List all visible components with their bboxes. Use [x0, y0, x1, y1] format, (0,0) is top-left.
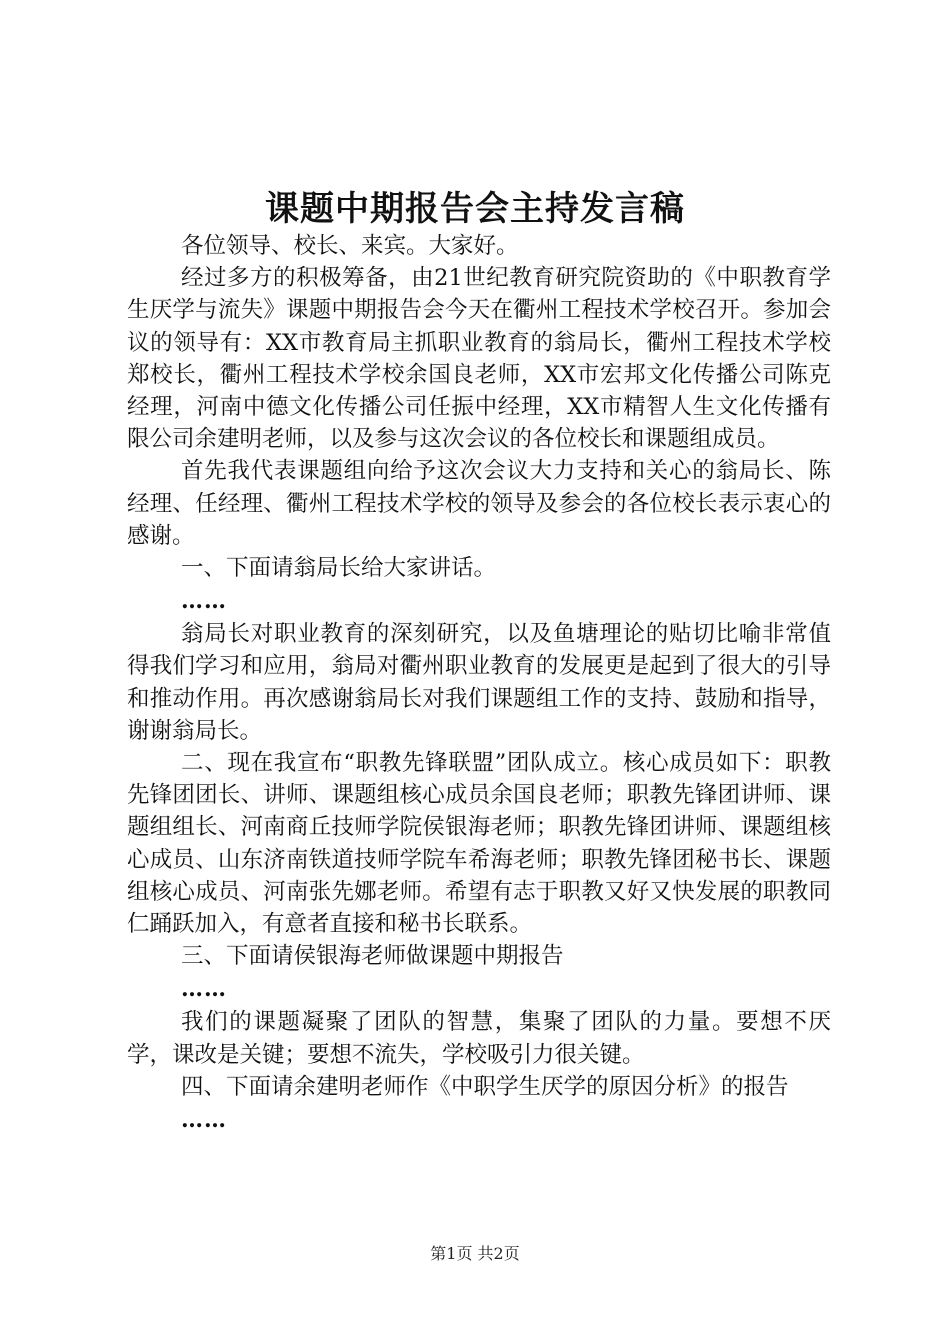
- section-three-heading: 三、下面请侯银海老师做课题中期报告: [181, 943, 564, 970]
- document-title: 课题中期报告会主持发言稿: [265, 189, 685, 229]
- ellipsis-one: ……: [181, 588, 227, 615]
- page-footer: 第1页 共2页: [430, 1244, 520, 1263]
- document-body: [127, 230, 831, 1137]
- thanks-paragraph: 首先我代表课题组向给予这次会议大力支持和关心的翁局长、陈经理、任经理、衢州工程技术学校的领导及参会的各位校长表示衷心的感谢。: [127, 458, 831, 549]
- ellipsis-three: ……: [181, 1107, 227, 1134]
- speech-response-paragraph: 翁局长对职业教育的深刻研究，以及鱼塘理论的贴切比喻非常值得我们学习和应用，翁局对衢州职业教育的发展更是起到了很大的引导和推动作用。再次感谢翁局长对我们课题组工作的支持、鼓励和指导，谢谢翁局长。: [127, 621, 831, 744]
- summary-paragraph: 我们的课题凝聚了团队的智慧，集聚了团队的力量。要想不厌学，课改是关键；要想不流失，学校吸引力很关键。: [127, 1009, 831, 1068]
- intro-paragraph: 经过多方的积极筹备，由21世纪教育研究院资助的《中职教育学生厌学与流失》课题中期报告会今天在衢州工程技术学校召开。参加会议的领导有：XX市教育局主抓职业教育的翁局长，衢州工程技术学校郑校长，衢州工程技术学校余国良老师，XX市宏邦文化传播公司陈克经理，河南中德文化传播公司任振中经理，XX市精智人生文化传播有限公司余建明老师，以及参与这次会议的各位校长和课题组成员。: [127, 265, 831, 453]
- greeting-paragraph: 各位领导、校长、来宾。大家好。: [181, 233, 519, 259]
- section-two-paragraph: 二、现在我宣布“职教先锋联盟”团队成立。核心成员如下：职教先锋团团长、讲师、课题组核心成员余国良老师；职教先锋团讲师、课题组组长、河南商丘技师学院侯银海老师；职教先锋团讲师、课题组核心成员、山东济南铁道技师学院车希海老师；职教先锋团秘书长、课题组核心成员、河南张先娜老师。希望有志于职教又好又快发展的职教同仁踊跃加入，有意者直接和秘书长联系。: [127, 750, 831, 938]
- section-one-heading: 一、下面请翁局长给大家讲话。: [181, 555, 497, 582]
- section-four-heading: 四、下面请余建明老师作《中职学生厌学的原因分析》的报告: [181, 1073, 789, 1100]
- ellipsis-two: ……: [181, 976, 227, 1003]
